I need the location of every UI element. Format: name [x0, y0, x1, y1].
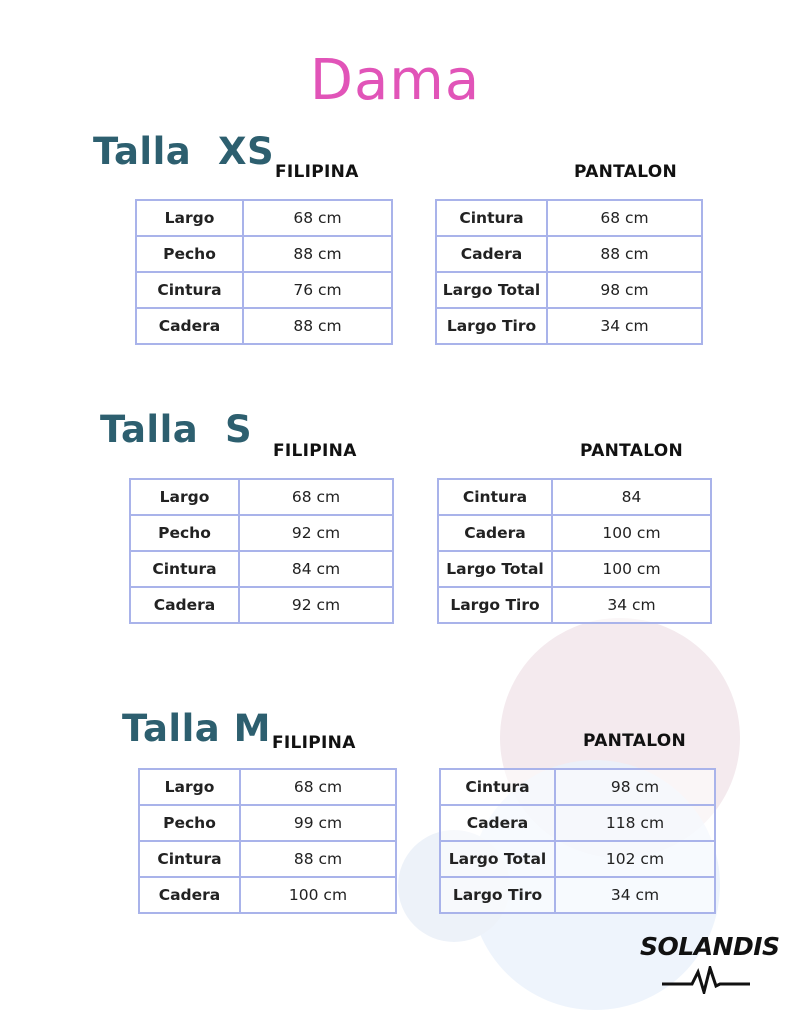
pantalon-table-xs	[435, 199, 703, 345]
filipina-table-s	[129, 478, 394, 624]
table-row	[440, 805, 715, 841]
row-value: 68 cm	[239, 479, 393, 515]
table-row	[438, 551, 711, 587]
table-row	[130, 551, 393, 587]
row-value: 98 cm	[555, 769, 715, 805]
table-row	[436, 200, 702, 236]
row-label: Cadera	[130, 587, 239, 623]
row-value: 102 cm	[555, 841, 715, 877]
row-value: 98 cm	[547, 272, 702, 308]
pantalon-header: PANTALON	[580, 441, 684, 461]
row-value: 34 cm	[555, 877, 715, 913]
table-row	[436, 236, 702, 272]
row-value: 92 cm	[239, 515, 393, 551]
table-row	[436, 308, 702, 344]
page-title: Dama	[309, 48, 481, 113]
row-value: 68 cm	[243, 200, 392, 236]
table-row	[440, 841, 715, 877]
row-value: 76 cm	[243, 272, 392, 308]
row-value: 84	[552, 479, 711, 515]
row-value: 68 cm	[240, 769, 396, 805]
row-label: Cadera	[139, 877, 240, 913]
row-value: 34 cm	[552, 587, 711, 623]
table-row	[438, 587, 711, 623]
table-row	[139, 877, 396, 913]
row-value: 88 cm	[243, 308, 392, 344]
table-row	[139, 769, 396, 805]
row-label: Largo Tiro	[440, 877, 555, 913]
row-value: 92 cm	[239, 587, 393, 623]
row-label: Largo Total	[436, 272, 547, 308]
pantalon-header: PANTALON	[574, 162, 678, 182]
pantalon-header: PANTALON	[583, 731, 687, 751]
row-value: 88 cm	[243, 236, 392, 272]
table-row	[436, 272, 702, 308]
filipina-header: FILIPINA	[272, 733, 356, 753]
row-label: Largo Total	[438, 551, 552, 587]
table-row	[136, 272, 392, 308]
row-value: 68 cm	[547, 200, 702, 236]
row-value: 84 cm	[239, 551, 393, 587]
filipina-header: FILIPINA	[275, 162, 359, 182]
row-label: Pecho	[139, 805, 240, 841]
row-label: Cadera	[136, 308, 243, 344]
table-row	[440, 877, 715, 913]
row-label: Cintura	[438, 479, 552, 515]
row-label: Cadera	[440, 805, 555, 841]
row-label: Largo	[130, 479, 239, 515]
row-value: 88 cm	[547, 236, 702, 272]
row-value: 118 cm	[555, 805, 715, 841]
row-value: 100 cm	[552, 515, 711, 551]
row-label: Cadera	[436, 236, 547, 272]
pantalon-table-s	[437, 478, 712, 624]
filipina-table-m	[138, 768, 397, 914]
size-title-s: Talla S	[100, 408, 253, 451]
pantalon-table-m	[439, 768, 716, 914]
table-row	[130, 515, 393, 551]
row-value: 100 cm	[240, 877, 396, 913]
row-value: 99 cm	[240, 805, 396, 841]
row-value: 88 cm	[240, 841, 396, 877]
row-label: Cintura	[130, 551, 239, 587]
row-label: Largo Tiro	[436, 308, 547, 344]
row-label: Largo Tiro	[438, 587, 552, 623]
filipina-table-xs	[135, 199, 393, 345]
row-label: Cintura	[436, 200, 547, 236]
size-title-xs: Talla XS	[93, 130, 275, 173]
row-value: 100 cm	[552, 551, 711, 587]
brand-logo	[640, 932, 780, 1002]
logo-text: SOLANDIS	[640, 932, 780, 961]
table-row	[438, 515, 711, 551]
row-label: Largo	[139, 769, 240, 805]
table-row	[130, 479, 393, 515]
row-label: Cintura	[139, 841, 240, 877]
table-row	[139, 805, 396, 841]
size-title-m: Talla M	[122, 707, 271, 750]
row-label: Pecho	[130, 515, 239, 551]
table-row	[440, 769, 715, 805]
row-label: Cintura	[440, 769, 555, 805]
table-row	[438, 479, 711, 515]
row-value: 34 cm	[547, 308, 702, 344]
table-row	[136, 308, 392, 344]
row-label: Pecho	[136, 236, 243, 272]
row-label: Cadera	[438, 515, 552, 551]
table-row	[139, 841, 396, 877]
heartbeat-icon	[660, 966, 752, 994]
table-row	[136, 236, 392, 272]
row-label: Cintura	[136, 272, 243, 308]
table-row	[136, 200, 392, 236]
table-row	[130, 587, 393, 623]
row-label: Largo	[136, 200, 243, 236]
row-label: Largo Total	[440, 841, 555, 877]
filipina-header: FILIPINA	[273, 441, 357, 461]
